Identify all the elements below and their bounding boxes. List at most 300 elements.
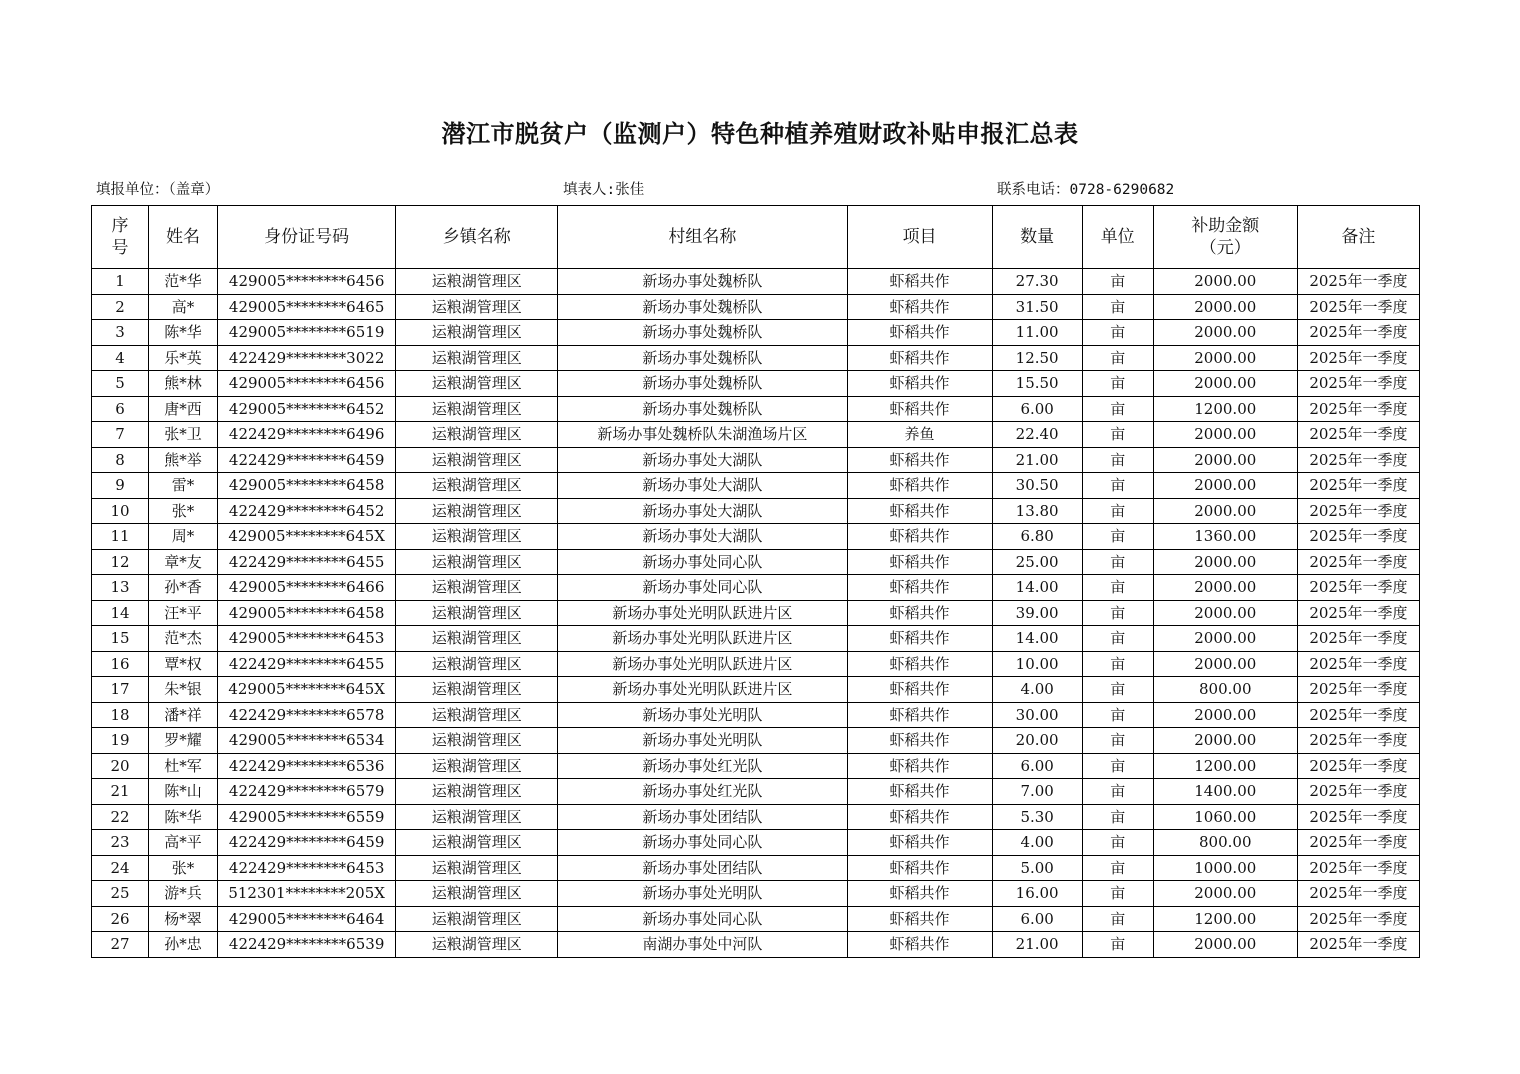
col-header-name: 姓名 [149, 206, 218, 269]
cell-name: 陈*华 [149, 804, 218, 830]
cell-quantity: 31.50 [992, 294, 1082, 320]
cell-note: 2025年一季度 [1297, 396, 1419, 422]
cell-note: 2025年一季度 [1297, 600, 1419, 626]
cell-seq: 18 [92, 702, 149, 728]
cell-note: 2025年一季度 [1297, 855, 1419, 881]
cell-quantity: 6.00 [992, 906, 1082, 932]
cell-village: 新场办事处同心队 [558, 906, 847, 932]
cell-seq: 22 [92, 804, 149, 830]
cell-town: 运粮湖管理区 [396, 294, 558, 320]
cell-quantity: 25.00 [992, 549, 1082, 575]
cell-item: 虾稻共作 [847, 600, 992, 626]
cell-town: 运粮湖管理区 [396, 932, 558, 958]
col-header-amount [1153, 206, 1297, 269]
col-header-seq-text: 序号 [111, 216, 129, 258]
cell-name: 唐*西 [149, 396, 218, 422]
cell-unit: 亩 [1082, 371, 1153, 397]
cell-village: 新场办事处大湖队 [558, 498, 847, 524]
cell-amount: 800.00 [1153, 830, 1297, 856]
cell-name: 高* [149, 294, 218, 320]
table-row [92, 651, 1420, 677]
cell-village: 新场办事处光明队跃进片区 [558, 651, 847, 677]
table-row [92, 881, 1420, 907]
cell-id-number: 429005********6559 [218, 804, 396, 830]
table-row [92, 371, 1420, 397]
cell-quantity: 21.00 [992, 932, 1082, 958]
cell-amount: 2000.00 [1153, 345, 1297, 371]
cell-unit: 亩 [1082, 320, 1153, 346]
cell-quantity: 6.80 [992, 524, 1082, 550]
cell-item: 虾稻共作 [847, 575, 992, 601]
cell-village: 新场办事处团结队 [558, 804, 847, 830]
cell-quantity: 4.00 [992, 830, 1082, 856]
cell-village: 新场办事处红光队 [558, 753, 847, 779]
table-row [92, 600, 1420, 626]
cell-id-number: 422429********6459 [218, 830, 396, 856]
cell-unit: 亩 [1082, 677, 1153, 703]
table-row [92, 396, 1420, 422]
col-header-id: 身份证号码 [218, 206, 396, 269]
cell-amount: 1200.00 [1153, 396, 1297, 422]
cell-unit: 亩 [1082, 549, 1153, 575]
cell-amount: 2000.00 [1153, 269, 1297, 295]
col-header-item: 项目 [847, 206, 992, 269]
cell-item: 虾稻共作 [847, 881, 992, 907]
cell-note: 2025年一季度 [1297, 498, 1419, 524]
cell-item: 虾稻共作 [847, 626, 992, 652]
cell-unit: 亩 [1082, 498, 1153, 524]
cell-amount: 2000.00 [1153, 447, 1297, 473]
cell-amount: 2000.00 [1153, 881, 1297, 907]
cell-quantity: 20.00 [992, 728, 1082, 754]
cell-amount: 2000.00 [1153, 498, 1297, 524]
cell-amount: 2000.00 [1153, 728, 1297, 754]
cell-amount: 2000.00 [1153, 422, 1297, 448]
cell-unit: 亩 [1082, 422, 1153, 448]
cell-amount: 1000.00 [1153, 855, 1297, 881]
cell-seq: 9 [92, 473, 149, 499]
cell-quantity: 13.80 [992, 498, 1082, 524]
cell-seq: 2 [92, 294, 149, 320]
cell-name: 覃*权 [149, 651, 218, 677]
cell-item: 虾稻共作 [847, 932, 992, 958]
col-header-village: 村组名称 [558, 206, 847, 269]
cell-id-number: 429005********6464 [218, 906, 396, 932]
table-row [92, 575, 1420, 601]
cell-id-number: 429005********6458 [218, 473, 396, 499]
cell-unit: 亩 [1082, 753, 1153, 779]
cell-amount: 2000.00 [1153, 371, 1297, 397]
cell-name: 孙*香 [149, 575, 218, 601]
cell-amount: 2000.00 [1153, 320, 1297, 346]
cell-item: 虾稻共作 [847, 498, 992, 524]
cell-quantity: 27.30 [992, 269, 1082, 295]
cell-note: 2025年一季度 [1297, 932, 1419, 958]
cell-note: 2025年一季度 [1297, 473, 1419, 499]
cell-item: 虾稻共作 [847, 753, 992, 779]
cell-note: 2025年一季度 [1297, 626, 1419, 652]
cell-seq: 20 [92, 753, 149, 779]
cell-town: 运粮湖管理区 [396, 524, 558, 550]
cell-id-number: 429005********6452 [218, 396, 396, 422]
cell-village: 新场办事处光明队 [558, 881, 847, 907]
cell-quantity: 10.00 [992, 651, 1082, 677]
cell-name: 游*兵 [149, 881, 218, 907]
table-row [92, 855, 1420, 881]
cell-town: 运粮湖管理区 [396, 396, 558, 422]
cell-item: 虾稻共作 [847, 728, 992, 754]
cell-amount: 2000.00 [1153, 294, 1297, 320]
cell-name: 范*华 [149, 269, 218, 295]
table-row [92, 345, 1420, 371]
cell-id-number: 429005********6465 [218, 294, 396, 320]
cell-town: 运粮湖管理区 [396, 779, 558, 805]
cell-village: 新场办事处同心队 [558, 549, 847, 575]
cell-seq: 21 [92, 779, 149, 805]
cell-unit: 亩 [1082, 728, 1153, 754]
cell-note: 2025年一季度 [1297, 371, 1419, 397]
cell-name: 雷* [149, 473, 218, 499]
cell-seq: 3 [92, 320, 149, 346]
cell-quantity: 6.00 [992, 396, 1082, 422]
cell-village: 新场办事处光明队跃进片区 [558, 677, 847, 703]
cell-item: 虾稻共作 [847, 804, 992, 830]
cell-id-number: 429005********6456 [218, 371, 396, 397]
cell-quantity: 30.50 [992, 473, 1082, 499]
cell-village: 新场办事处魏桥队 [558, 320, 847, 346]
subsidy-summary-table [91, 205, 1420, 958]
cell-amount: 1200.00 [1153, 753, 1297, 779]
cell-town: 运粮湖管理区 [396, 575, 558, 601]
cell-village: 新场办事处魏桥队 [558, 269, 847, 295]
cell-id-number: 429005********6466 [218, 575, 396, 601]
cell-unit: 亩 [1082, 575, 1153, 601]
cell-seq: 27 [92, 932, 149, 958]
table-row [92, 320, 1420, 346]
page-title: 潜江市脱贫户（监测户）特色种植养殖财政补贴申报汇总表 [441, 120, 1079, 148]
cell-amount: 800.00 [1153, 677, 1297, 703]
cell-note: 2025年一季度 [1297, 830, 1419, 856]
cell-quantity: 30.00 [992, 702, 1082, 728]
table-row [92, 473, 1420, 499]
cell-village: 新场办事处同心队 [558, 830, 847, 856]
cell-town: 运粮湖管理区 [396, 473, 558, 499]
cell-seq: 13 [92, 575, 149, 601]
cell-item: 虾稻共作 [847, 473, 992, 499]
cell-note: 2025年一季度 [1297, 269, 1419, 295]
cell-amount: 2000.00 [1153, 575, 1297, 601]
cell-quantity: 39.00 [992, 600, 1082, 626]
cell-id-number: 512301********205X [218, 881, 396, 907]
cell-id-number: 422429********3022 [218, 345, 396, 371]
cell-quantity: 15.50 [992, 371, 1082, 397]
cell-amount: 1400.00 [1153, 779, 1297, 805]
cell-village: 新场办事处大湖队 [558, 447, 847, 473]
cell-town: 运粮湖管理区 [396, 371, 558, 397]
cell-village: 新场办事处光明队 [558, 728, 847, 754]
cell-note: 2025年一季度 [1297, 881, 1419, 907]
cell-note: 2025年一季度 [1297, 575, 1419, 601]
table-row [92, 498, 1420, 524]
cell-unit: 亩 [1082, 779, 1153, 805]
cell-seq: 24 [92, 855, 149, 881]
cell-town: 运粮湖管理区 [396, 881, 558, 907]
cell-item: 虾稻共作 [847, 524, 992, 550]
table-row [92, 830, 1420, 856]
cell-name: 熊*举 [149, 447, 218, 473]
cell-note: 2025年一季度 [1297, 422, 1419, 448]
cell-amount: 2000.00 [1153, 702, 1297, 728]
cell-name: 杨*翠 [149, 906, 218, 932]
cell-quantity: 14.00 [992, 575, 1082, 601]
cell-amount: 1060.00 [1153, 804, 1297, 830]
cell-id-number: 429005********6519 [218, 320, 396, 346]
cell-id-number: 429005********645X [218, 677, 396, 703]
cell-town: 运粮湖管理区 [396, 651, 558, 677]
cell-note: 2025年一季度 [1297, 651, 1419, 677]
cell-town: 运粮湖管理区 [396, 804, 558, 830]
cell-quantity: 5.30 [992, 804, 1082, 830]
cell-seq: 25 [92, 881, 149, 907]
cell-note: 2025年一季度 [1297, 728, 1419, 754]
cell-id-number: 429005********6458 [218, 600, 396, 626]
cell-name: 张* [149, 498, 218, 524]
cell-town: 运粮湖管理区 [396, 320, 558, 346]
cell-id-number: 422429********6496 [218, 422, 396, 448]
cell-note: 2025年一季度 [1297, 447, 1419, 473]
cell-item: 虾稻共作 [847, 269, 992, 295]
cell-village: 新场办事处魏桥队 [558, 294, 847, 320]
cell-amount: 2000.00 [1153, 473, 1297, 499]
cell-item: 虾稻共作 [847, 830, 992, 856]
table-header-row [92, 206, 1420, 269]
cell-quantity: 5.00 [992, 855, 1082, 881]
cell-village: 新场办事处光明队 [558, 702, 847, 728]
cell-village: 新场办事处同心队 [558, 575, 847, 601]
cell-quantity: 16.00 [992, 881, 1082, 907]
cell-id-number: 422429********6459 [218, 447, 396, 473]
cell-unit: 亩 [1082, 396, 1153, 422]
cell-unit: 亩 [1082, 524, 1153, 550]
cell-seq: 11 [92, 524, 149, 550]
cell-note: 2025年一季度 [1297, 524, 1419, 550]
cell-id-number: 422429********6578 [218, 702, 396, 728]
cell-seq: 5 [92, 371, 149, 397]
cell-id-number: 422429********6452 [218, 498, 396, 524]
table-row [92, 702, 1420, 728]
cell-name: 朱*银 [149, 677, 218, 703]
cell-unit: 亩 [1082, 651, 1153, 677]
col-header-amount-text: 补助金额（元） [1191, 216, 1260, 258]
cell-village: 新场办事处光明队跃进片区 [558, 626, 847, 652]
cell-quantity: 22.40 [992, 422, 1082, 448]
table-row [92, 753, 1420, 779]
cell-id-number: 422429********6539 [218, 932, 396, 958]
cell-quantity: 7.00 [992, 779, 1082, 805]
cell-seq: 23 [92, 830, 149, 856]
cell-amount: 2000.00 [1153, 651, 1297, 677]
cell-village: 新场办事处魏桥队 [558, 345, 847, 371]
form-filler-label: 填表人:张佳 [563, 182, 645, 198]
cell-note: 2025年一季度 [1297, 906, 1419, 932]
cell-unit: 亩 [1082, 906, 1153, 932]
table-body [92, 269, 1420, 958]
cell-quantity: 21.00 [992, 447, 1082, 473]
table-row [92, 422, 1420, 448]
cell-id-number: 422429********6453 [218, 855, 396, 881]
cell-note: 2025年一季度 [1297, 753, 1419, 779]
cell-name: 乐*英 [149, 345, 218, 371]
cell-village: 新场办事处团结队 [558, 855, 847, 881]
cell-seq: 26 [92, 906, 149, 932]
cell-item: 虾稻共作 [847, 906, 992, 932]
cell-town: 运粮湖管理区 [396, 702, 558, 728]
cell-seq: 12 [92, 549, 149, 575]
col-header-town: 乡镇名称 [396, 206, 558, 269]
cell-town: 运粮湖管理区 [396, 753, 558, 779]
cell-seq: 17 [92, 677, 149, 703]
cell-name: 潘*祥 [149, 702, 218, 728]
cell-amount: 1200.00 [1153, 906, 1297, 932]
cell-name: 陈*山 [149, 779, 218, 805]
cell-quantity: 4.00 [992, 677, 1082, 703]
cell-quantity: 14.00 [992, 626, 1082, 652]
table-row [92, 804, 1420, 830]
cell-item: 虾稻共作 [847, 779, 992, 805]
cell-id-number: 422429********6579 [218, 779, 396, 805]
cell-name: 孙*忠 [149, 932, 218, 958]
cell-unit: 亩 [1082, 702, 1153, 728]
cell-town: 运粮湖管理区 [396, 830, 558, 856]
cell-town: 运粮湖管理区 [396, 549, 558, 575]
cell-id-number: 429005********6456 [218, 269, 396, 295]
cell-village: 新场办事处大湖队 [558, 473, 847, 499]
cell-unit: 亩 [1082, 345, 1153, 371]
cell-name: 周* [149, 524, 218, 550]
cell-quantity: 6.00 [992, 753, 1082, 779]
table-row [92, 549, 1420, 575]
cell-note: 2025年一季度 [1297, 804, 1419, 830]
cell-seq: 16 [92, 651, 149, 677]
cell-unit: 亩 [1082, 473, 1153, 499]
cell-note: 2025年一季度 [1297, 549, 1419, 575]
table-row [92, 269, 1420, 295]
cell-unit: 亩 [1082, 447, 1153, 473]
cell-amount: 2000.00 [1153, 626, 1297, 652]
cell-town: 运粮湖管理区 [396, 906, 558, 932]
cell-unit: 亩 [1082, 600, 1153, 626]
cell-note: 2025年一季度 [1297, 345, 1419, 371]
cell-seq: 19 [92, 728, 149, 754]
cell-seq: 7 [92, 422, 149, 448]
cell-name: 章*友 [149, 549, 218, 575]
cell-id-number: 422429********6455 [218, 651, 396, 677]
cell-village: 南湖办事处中河队 [558, 932, 847, 958]
cell-item: 虾稻共作 [847, 702, 992, 728]
cell-town: 运粮湖管理区 [396, 728, 558, 754]
cell-name: 熊*林 [149, 371, 218, 397]
cell-item: 虾稻共作 [847, 447, 992, 473]
cell-item: 虾稻共作 [847, 396, 992, 422]
cell-quantity: 11.00 [992, 320, 1082, 346]
cell-name: 陈*华 [149, 320, 218, 346]
cell-unit: 亩 [1082, 804, 1153, 830]
table-row [92, 524, 1420, 550]
cell-name: 杜*军 [149, 753, 218, 779]
cell-amount: 2000.00 [1153, 932, 1297, 958]
col-header-seq [92, 206, 149, 269]
cell-id-number: 422429********6455 [218, 549, 396, 575]
table-row [92, 779, 1420, 805]
reporting-unit-label: 填报单位：（盖章） [96, 182, 220, 198]
cell-note: 2025年一季度 [1297, 779, 1419, 805]
cell-unit: 亩 [1082, 855, 1153, 881]
cell-name: 罗*耀 [149, 728, 218, 754]
cell-seq: 1 [92, 269, 149, 295]
cell-name: 张*卫 [149, 422, 218, 448]
cell-item: 虾稻共作 [847, 651, 992, 677]
cell-note: 2025年一季度 [1297, 677, 1419, 703]
cell-item: 虾稻共作 [847, 371, 992, 397]
cell-town: 运粮湖管理区 [396, 677, 558, 703]
cell-village: 新场办事处魏桥队朱湖渔场片区 [558, 422, 847, 448]
cell-seq: 10 [92, 498, 149, 524]
table-row [92, 932, 1420, 958]
cell-town: 运粮湖管理区 [396, 600, 558, 626]
cell-name: 张* [149, 855, 218, 881]
col-header-qty: 数量 [992, 206, 1082, 269]
cell-town: 运粮湖管理区 [396, 626, 558, 652]
cell-town: 运粮湖管理区 [396, 269, 558, 295]
cell-seq: 15 [92, 626, 149, 652]
cell-item: 虾稻共作 [847, 345, 992, 371]
col-header-note: 备注 [1297, 206, 1419, 269]
cell-unit: 亩 [1082, 830, 1153, 856]
cell-unit: 亩 [1082, 294, 1153, 320]
table-row [92, 906, 1420, 932]
cell-town: 运粮湖管理区 [396, 422, 558, 448]
contact-phone-label: 联系电话：0728-6290682 [997, 182, 1175, 198]
cell-unit: 亩 [1082, 269, 1153, 295]
cell-item: 虾稻共作 [847, 320, 992, 346]
cell-town: 运粮湖管理区 [396, 447, 558, 473]
cell-town: 运粮湖管理区 [396, 345, 558, 371]
cell-name: 高*平 [149, 830, 218, 856]
cell-item: 虾稻共作 [847, 549, 992, 575]
cell-name: 汪*平 [149, 600, 218, 626]
cell-note: 2025年一季度 [1297, 294, 1419, 320]
cell-id-number: 429005********6534 [218, 728, 396, 754]
cell-village: 新场办事处魏桥队 [558, 371, 847, 397]
cell-seq: 6 [92, 396, 149, 422]
table-row [92, 447, 1420, 473]
table-row [92, 728, 1420, 754]
cell-amount: 1360.00 [1153, 524, 1297, 550]
col-header-unit: 单位 [1082, 206, 1153, 269]
cell-amount: 2000.00 [1153, 549, 1297, 575]
cell-id-number: 429005********6453 [218, 626, 396, 652]
cell-item: 虾稻共作 [847, 855, 992, 881]
cell-seq: 4 [92, 345, 149, 371]
cell-town: 运粮湖管理区 [396, 855, 558, 881]
cell-village: 新场办事处红光队 [558, 779, 847, 805]
cell-note: 2025年一季度 [1297, 702, 1419, 728]
cell-id-number: 429005********645X [218, 524, 396, 550]
cell-quantity: 12.50 [992, 345, 1082, 371]
table-row [92, 677, 1420, 703]
cell-village: 新场办事处光明队跃进片区 [558, 600, 847, 626]
cell-seq: 14 [92, 600, 149, 626]
